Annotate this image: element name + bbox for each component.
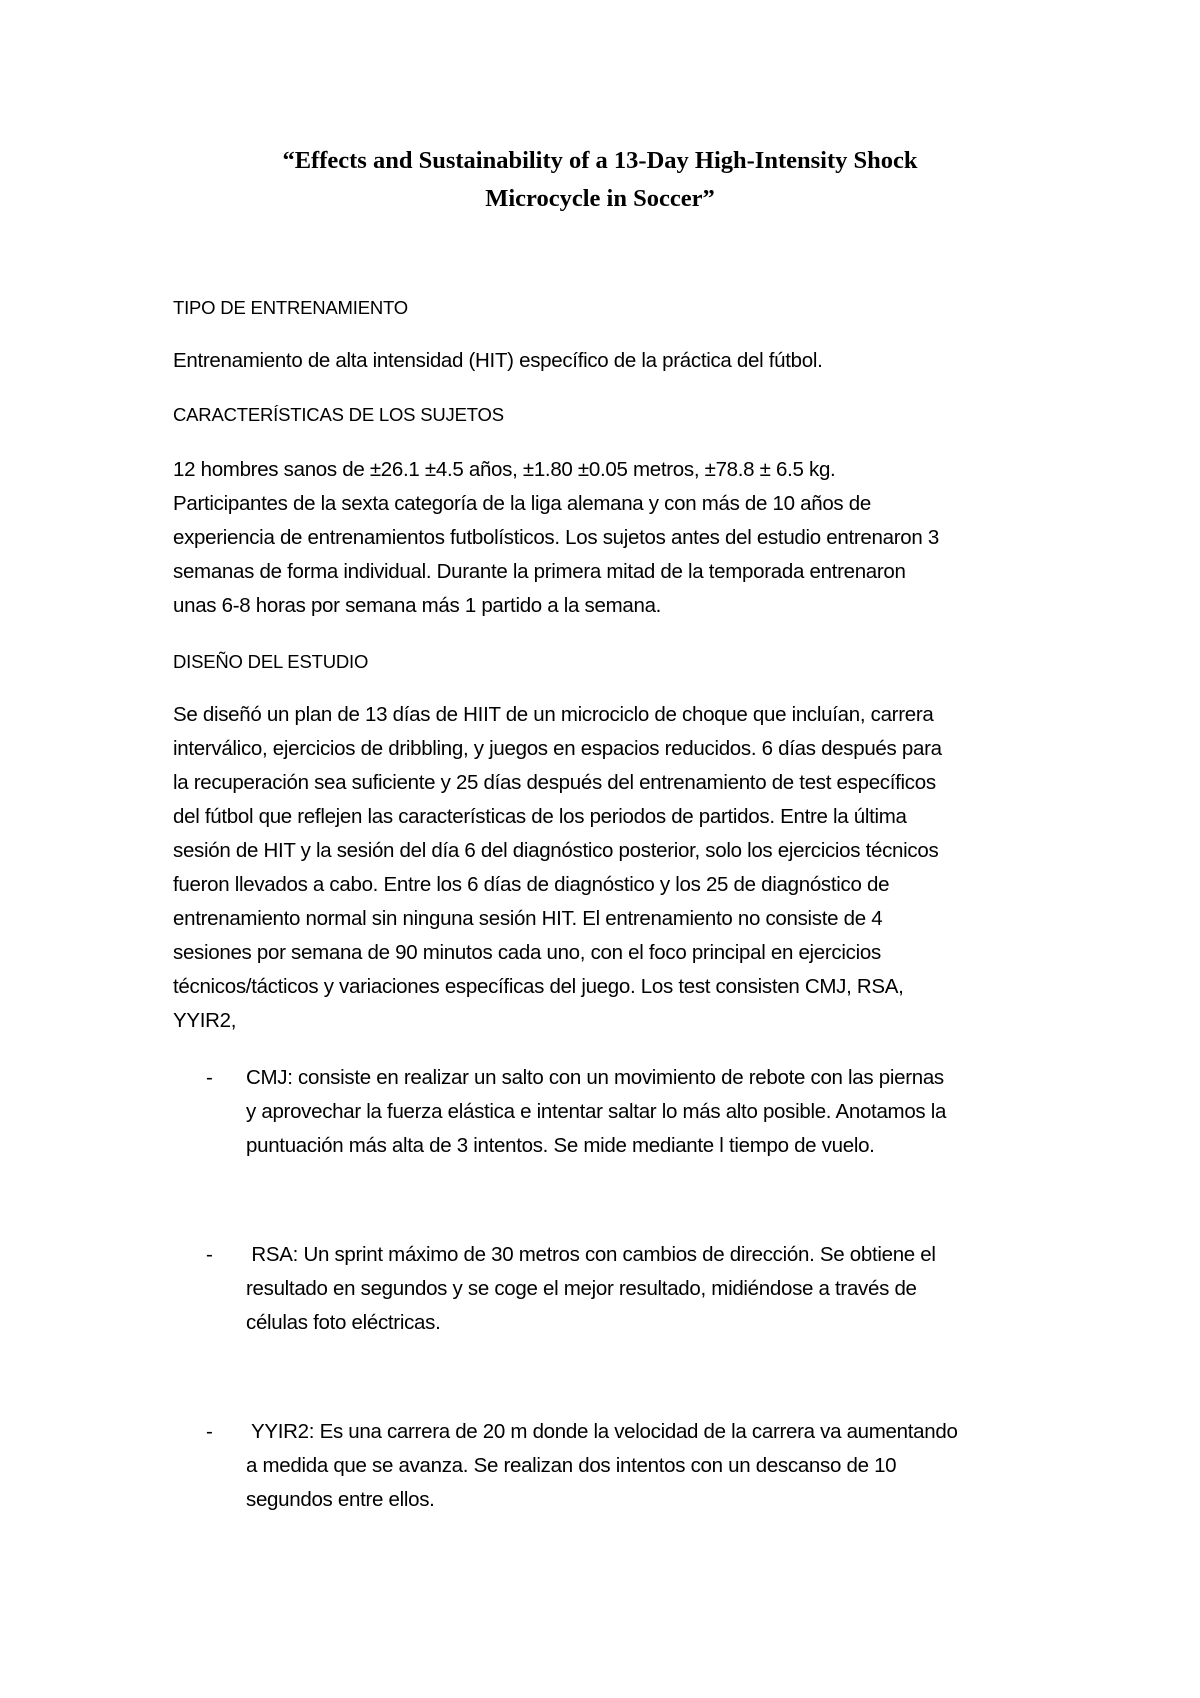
bullet-line: resultado en segundos y se coge el mejor resultado, midiéndose a través de [246, 1277, 917, 1300]
section-heading-diseno-estudio: DISEÑO DEL ESTUDIO [173, 651, 369, 672]
paragraph-line: sesiones por semana de 90 minutos cada uno, con el foco principal en ejercicios [173, 941, 881, 964]
title-line-2: Microcycle in Soccer” [485, 185, 715, 212]
paragraph-line: unas 6-8 horas por semana más 1 partido a la semana. [173, 594, 662, 617]
bullet-line: CMJ: consiste en realizar un salto con un movimiento de rebote con las piernas [246, 1066, 944, 1089]
bullet-marker: - [206, 1066, 213, 1089]
paragraph-line: sesión de HIT y la sesión del día 6 del diagnóstico posterior, solo los ejercicios técnicos [173, 839, 939, 862]
paragraph-line: semanas de forma individual. Durante la primera mitad de la temporada entrenaron [173, 560, 906, 583]
paragraph-line: interválico, ejercicios de dribbling, y juegos en espacios reducidos. 6 días después para [173, 737, 942, 760]
paragraph-line: la recuperación sea suficiente y 25 días después del entrenamiento de test específicos [173, 771, 936, 794]
bullet-line: segundos entre ellos. [246, 1488, 435, 1511]
bullet-marker: - [206, 1420, 213, 1443]
title-line-1: “Effects and Sustainability of a 13-Day High-Intensity Shock [282, 147, 918, 174]
bullet-item-cmj [246, 1061, 1076, 1163]
bullet-line: puntuación más alta de 3 intentos. Se mide mediante l tiempo de vuelo. [246, 1134, 875, 1157]
section-heading-caracteristicas: CARACTERÍSTICAS DE LOS SUJETOS [173, 404, 504, 425]
bullet-line: células foto eléctricas. [246, 1311, 441, 1334]
paragraph-line: técnicos/tácticos y variaciones específicas del juego. Los test consisten CMJ, RSA, [173, 975, 904, 998]
paragraph-line: Entrenamiento de alta intensidad (HIT) específico de la práctica del fútbol. [173, 349, 823, 372]
document-title [150, 142, 1050, 218]
paragraph-line: entrenamiento normal sin ninguna sesión HIT. El entrenamiento no consiste de 4 [173, 907, 883, 930]
paragraph-line: 12 hombres sanos de ±26.1 ±4.5 años, ±1.80 ±0.05 metros, ±78.8 ± 6.5 kg. [173, 458, 836, 481]
paragraph-line: del fútbol que reflejen las características de los periodos de partidos. Entre la última [173, 805, 907, 828]
bullet-marker: - [206, 1243, 213, 1266]
paragraph-line: fueron llevados a cabo. Entre los 6 días de diagnóstico y los 25 de diagnóstico de [173, 873, 890, 896]
section-paragraph-diseno-estudio [173, 698, 1073, 1038]
bullet-line: YYIR2: Es una carrera de 20 m donde la velocidad de la carrera va aumentando [246, 1420, 958, 1443]
paragraph-line: Participantes de la sexta categoría de la liga alemana y con más de 10 años de [173, 492, 871, 515]
paragraph-line: Se diseñó un plan de 13 días de HIIT de un microciclo de choque que incluían, carrera [173, 703, 934, 726]
bullet-item-rsa [246, 1238, 1076, 1340]
bullet-line: y aprovechar la fuerza elástica e intentar saltar lo más alto posible. Anotamos la [246, 1100, 947, 1123]
section-heading-tipo-entrenamiento: TIPO DE ENTRENAMIENTO [173, 297, 408, 318]
paragraph-line: experiencia de entrenamientos futbolísticos. Los sujetos antes del estudio entrenaron 3 [173, 526, 939, 549]
bullet-item-yyir2 [246, 1415, 1076, 1517]
paragraph-line: YYIR2, [173, 1009, 237, 1032]
section-paragraph-caracteristicas [173, 453, 1073, 623]
bullet-line: a medida que se avanza. Se realizan dos intentos con un descanso de 10 [246, 1454, 897, 1477]
bullet-line: RSA: Un sprint máximo de 30 metros con cambios de dirección. Se obtiene el [246, 1243, 936, 1266]
section-paragraph-tipo-entrenamiento [173, 344, 1073, 378]
